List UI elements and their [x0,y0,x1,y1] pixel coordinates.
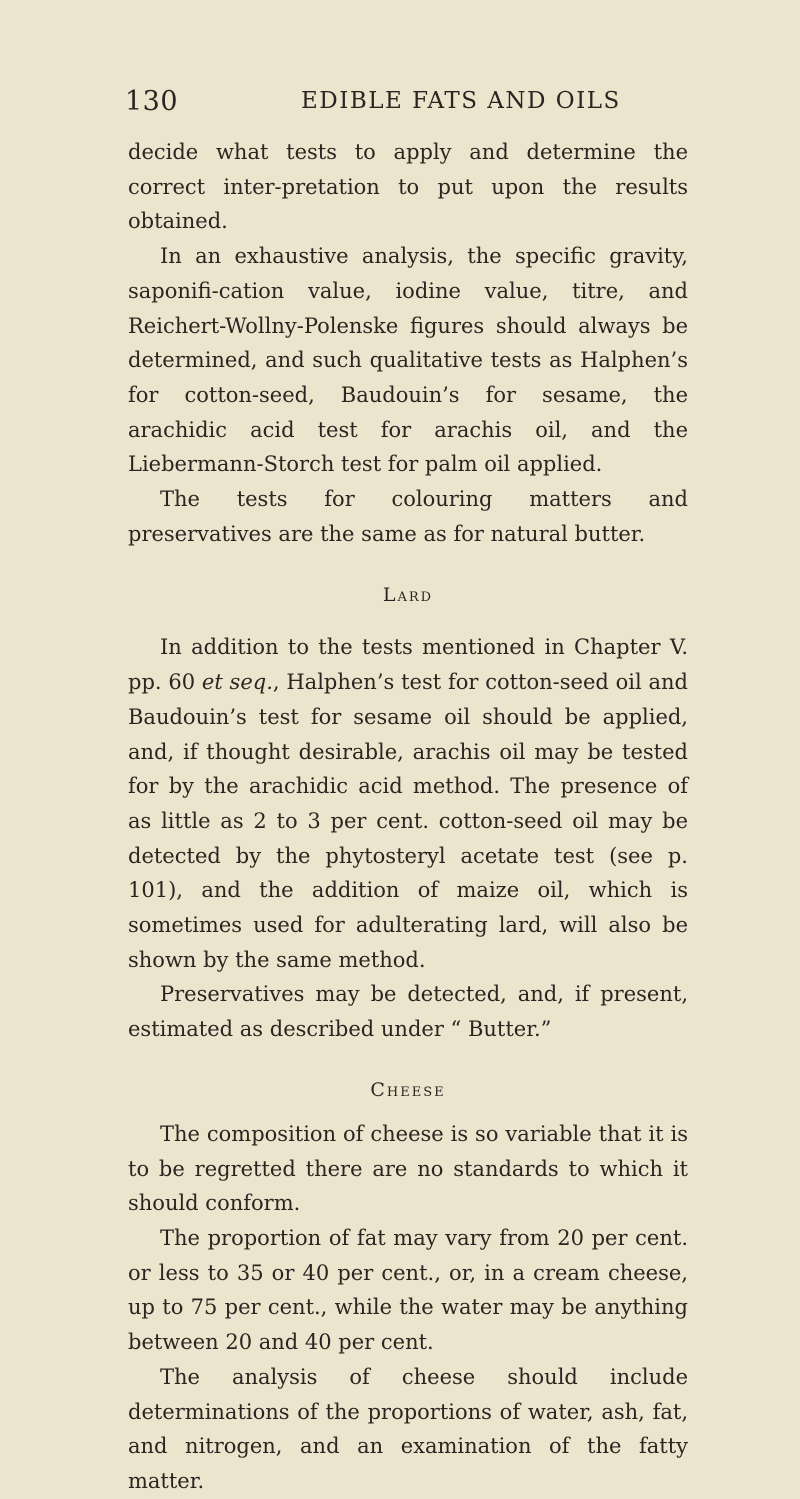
section-heading-cheese-text: Cheese [370,1078,446,1101]
paragraph-colouring-tests: The tests for colouring matters and preservatives are the same as for natural butter. [128,487,688,546]
lard-text-part-1: In addition to the tests mentioned in Chapter V. pp. 60 [128,635,688,695]
body-text [128,135,688,1499]
paragraph-cheese-composition: The composition of cheese is so variable that it is to be regretted there are no standards to which it should conform. [128,1121,688,1216]
running-title: EDIBLE FATS AND OILS [301,88,621,114]
section-heading-cheese [128,1073,688,1107]
lard-text-part-2: , Halphen’s test for cotton-seed oil and Baudouin’s test for sesame oil should be applied, and, if thought desirable, arachis oil may be tested for by the arachidic acid method. The presence of as little as 2 to 3 per cent. cotton-seed oil may be detected by the phytosteryl acetate test (see p. 101), and the addition of maize oil, which is sometimes used for adulterating lard, will also be shown by the same method. [128,670,689,972]
paragraph-cheese-fat-proportion: The proportion of fat may vary from 20 per cent. or less to 35 or 40 per cent., or, in a cream cheese, up to 75 per cent., while the water may be anything between 20 and 40 per cent. [128,1225,688,1355]
lard-text-italic: et seq. [201,670,273,695]
section-heading-lard [128,578,688,612]
section-heading-lard-text: Lard [382,584,434,607]
page-number: 130 [125,86,179,117]
paragraph-lard-tests [128,630,688,977]
paragraph-cheese-analysis: The analysis of cheese should include determinations of the proportions of water, ash, fat, and nitrogen, and an examination of the fatty matter. [128,1364,688,1493]
paragraph-lard-preservatives: Preservatives may be detected, and, if present, estimated as described under “ Butter.” [128,982,688,1042]
paragraph-continuation: decide what tests to apply and determine the correct inter-pretation to put upon the results obtained. [128,140,688,234]
paragraph-exhaustive-analysis: In an exhaustive analysis, the specific gravity, saponifi-cation value, iodine value, titre, and Reichert-Wollny-Polenske figures should always be determined, and such qualitative tests as Halphen’s for cotton-seed, Baudouin’s for sesame, the arachidic acid test for arachis oil, and the Liebermann-Storch test for palm oil applied. [128,244,688,477]
running-head [125,86,685,126]
